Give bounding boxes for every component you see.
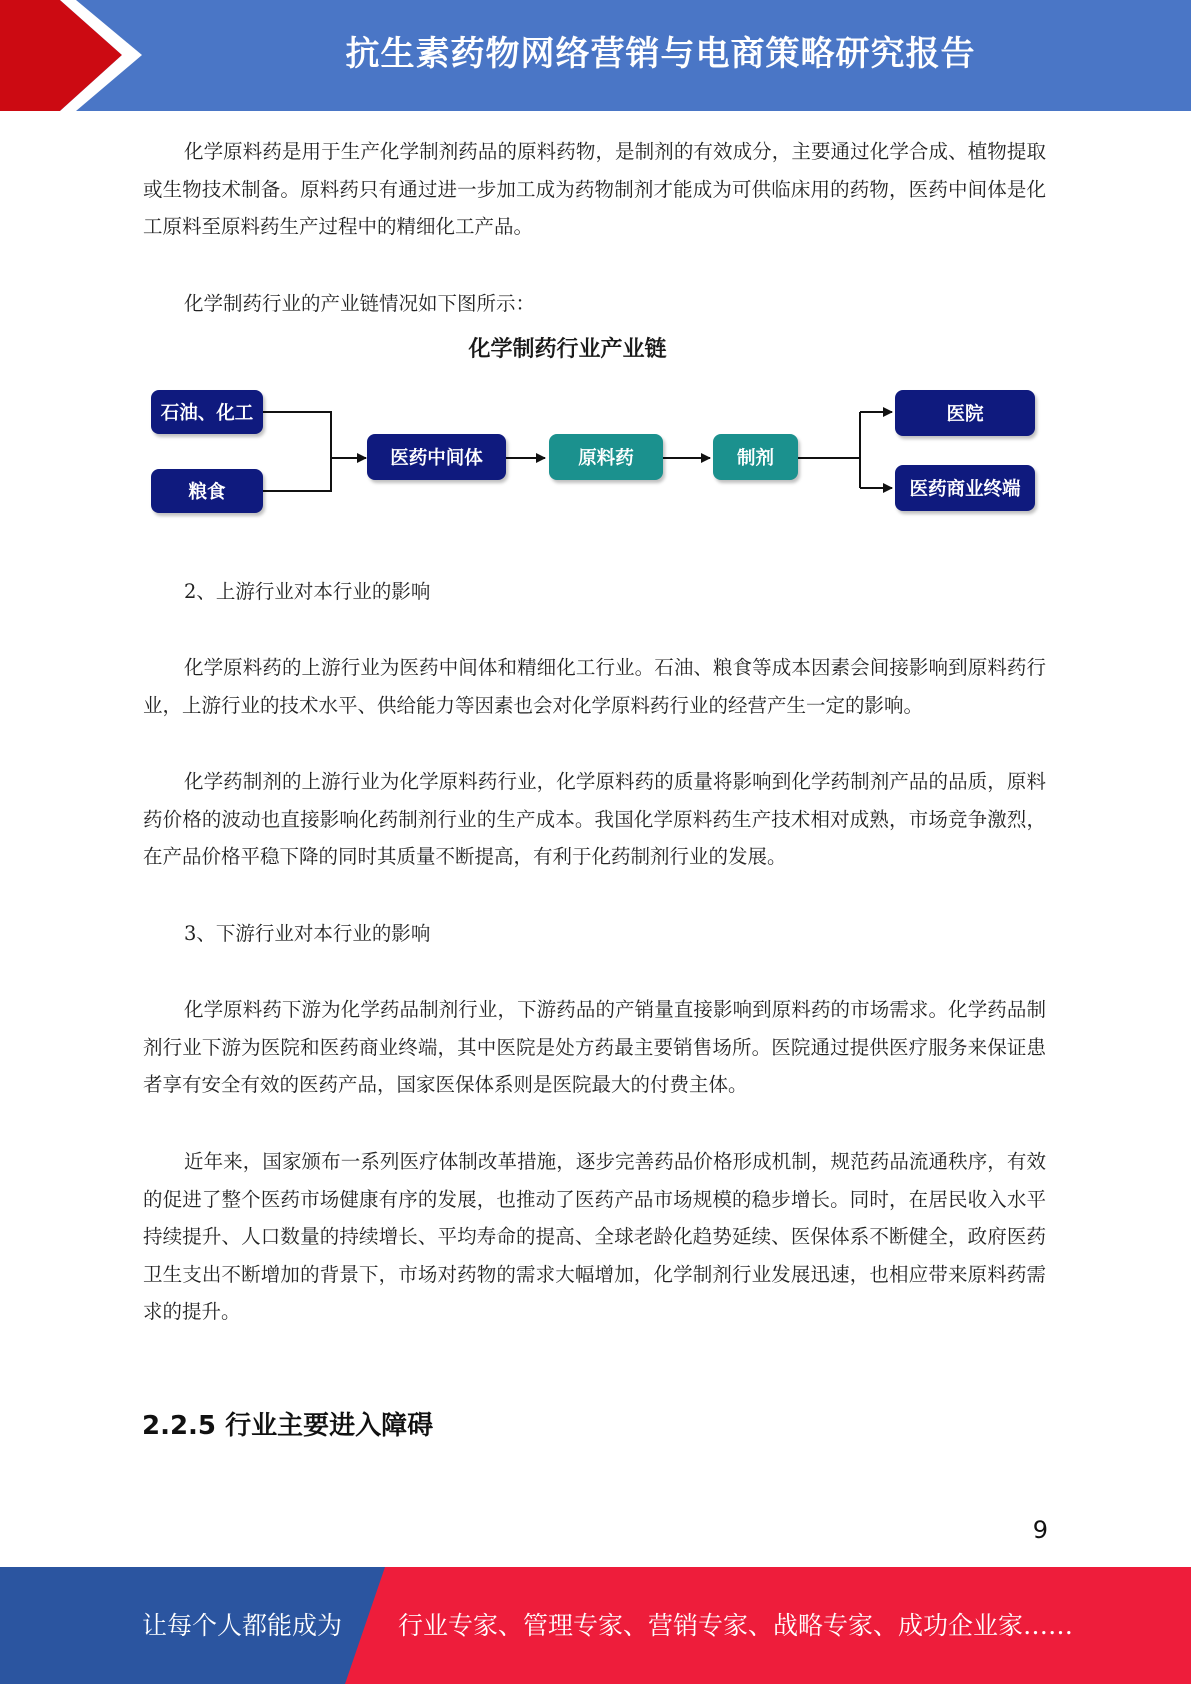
- paragraph-chain-intro: 化学制药行业的产业链情况如下图所示：: [184, 292, 536, 315]
- diagram-title: 化学制药行业产业链: [468, 337, 667, 362]
- node-formulation: 制剂: [713, 434, 798, 480]
- node-hospital: 医院: [895, 390, 1035, 436]
- footer-slogan-right: 行业专家、管理专家、营销专家、战略专家、成功企业家……: [398, 1611, 1074, 1640]
- subheading-downstream: 3、下游行业对本行业的影响: [184, 922, 431, 945]
- node-commercial-terminal: 医药商业终端: [895, 465, 1035, 511]
- node-petrochemical: 石油、化工: [151, 390, 263, 434]
- report-title: 抗生素药物网络营销与电商策略研究报告: [345, 34, 976, 74]
- paragraph-downstream-1: 化学原料药下游为化学药品制剂行业，下游药品的产销量直接影响到原料药的市场需求。化学药品制剂行业下游为医院和医药商业终端，其中医院是处方药最主要销售场所。医院通过提供医疗服务来保证患者享有安全有效的医药产品，国家医保体系则是医院最大的付费主体。: [143, 998, 1046, 1096]
- section-heading: 2.2.5 行业主要进入障碍: [142, 1411, 434, 1441]
- node-api: 原料药: [549, 434, 663, 480]
- paragraph-api-definition: 化学原料药是用于生产化学制剂药品的原料药物，是制剂的有效成分，主要通过化学合成、植物提取或生物技术制备。原料药只有通过进一步加工成为药物制剂才能成为可供临床用的药物，医药中间体是化工原料至原料药生产过程中的精细化工产品。: [143, 140, 1046, 238]
- subheading-upstream: 2、上游行业对本行业的影响: [184, 580, 431, 603]
- paragraph-upstream-1: 化学原料药的上游行业为医药中间体和精细化工行业。石油、粮食等成本因素会间接影响到原料药行业，上游行业的技术水平、供给能力等因素也会对化学原料药行业的经营产生一定的影响。: [143, 656, 1046, 717]
- industry-chain-diagram: [145, 328, 1045, 528]
- paragraph-downstream-2: 近年来，国家颁布一系列医疗体制改革措施，逐步完善药品价格形成机制，规范药品流通秩序，有效的促进了整个医药市场健康有序的发展，也推动了医药产品市场规模的稳步增长。同时，在居民收入水平持续提升、人口数量的持续增长、平均寿命的提高、全球老龄化趋势延续、医保体系不断健全，政府医药卫生支出不断增加的背景下，市场对药物的需求大幅增加，化学制剂行业发展迅速，也相应带来原料药需求的提升。: [143, 1150, 1046, 1323]
- node-pharma-intermediate: 医药中间体: [367, 434, 506, 480]
- footer-slogan-left: 让每个人都能成为: [142, 1611, 343, 1640]
- page-header: [0, 0, 1191, 111]
- page-number: 9: [1032, 1516, 1048, 1544]
- node-grain: 粮食: [151, 469, 263, 513]
- page-footer: [0, 1567, 1191, 1684]
- paragraph-upstream-2: 化学药制剂的上游行业为化学原料药行业，化学原料药的质量将影响到化学药制剂产品的品质，原料药价格的波动也直接影响化药制剂行业的生产成本。我国化学原料药生产技术相对成熟，市场竞争激烈，在产品价格平稳下降的同时其质量不断提高，有利于化药制剂行业的发展。: [143, 770, 1046, 868]
- header-arrow-decoration: [0, 0, 160, 111]
